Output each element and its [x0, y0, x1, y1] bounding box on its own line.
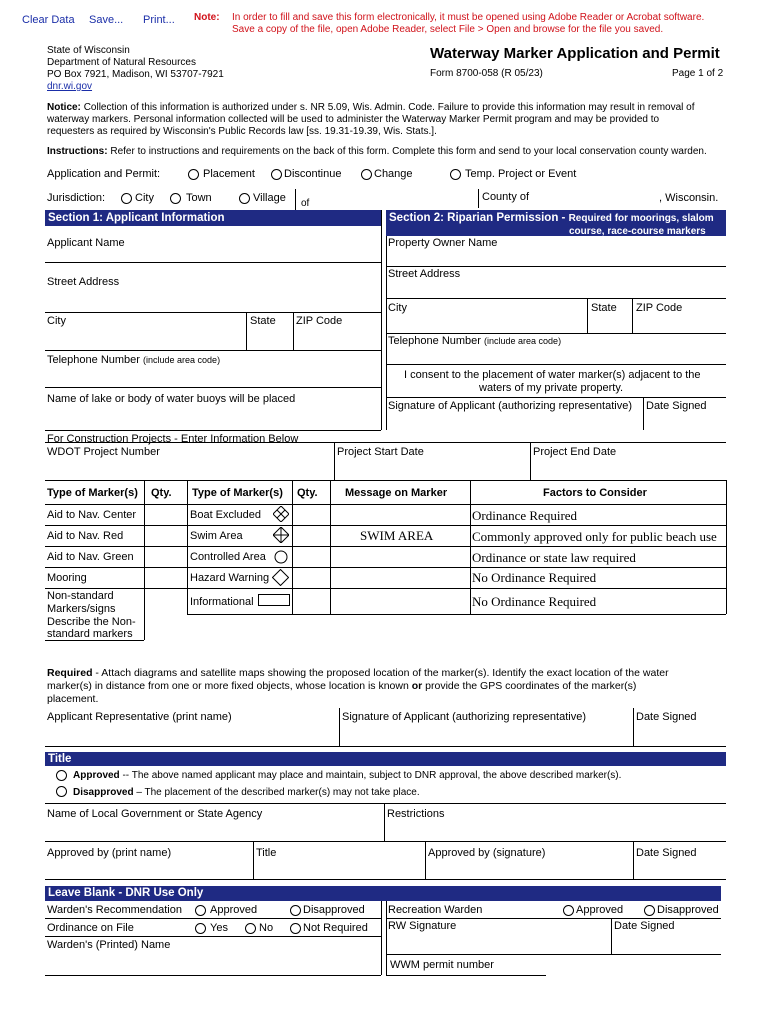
s1-city-label: City [47, 315, 66, 327]
s1-street-label: Street Address [47, 276, 120, 288]
wwm-permit-label: WWM permit number [390, 959, 494, 971]
required-or: or [411, 680, 423, 692]
boat-excluded-label: Boat Excluded [190, 509, 261, 521]
controlled-area-circle-icon [274, 550, 288, 564]
factor-boat-excluded: Ordinance Required [472, 508, 578, 523]
required-text2b: provide the GPS coordinates of the marker(s) [422, 680, 637, 692]
nonstandard-line4: standard markers [47, 628, 133, 640]
swim-area-diamond-cross-icon [273, 527, 289, 543]
factor-swim-area: Commonly approved only for public beach use [472, 529, 717, 544]
s2-street-label: Street Address [388, 268, 461, 280]
hazard-warning-label: Hazard Warning [190, 572, 270, 584]
instructions-text: Refer to instructions and requirements on the back of this form. Complete this form and send to your local conservation county warden. [110, 146, 707, 157]
aid-nav-green-label: Aid to Nav. Green [47, 551, 134, 563]
aid-nav-red-label: Aid to Nav. Red [47, 530, 124, 542]
discontinue-label: Discontinue [284, 168, 342, 180]
s1-state-label: State [250, 315, 276, 327]
rec-approved-radio[interactable] [563, 905, 574, 916]
dnr-use-header: Leave Blank - DNR Use Only [45, 886, 721, 901]
village-label: Village [253, 192, 286, 204]
rep-date-label: Date Signed [636, 711, 697, 723]
approved-by-print-label: Approved by (print name) [47, 847, 172, 859]
section1-header: Section 1: Applicant Information [45, 210, 381, 226]
s1-zip-label: ZIP Code [296, 315, 343, 327]
applicant-name-label: Applicant Name [47, 237, 125, 249]
swim-area-message: SWIM AREA [360, 528, 434, 543]
instructions-label: Instructions: [47, 146, 108, 157]
notice-text3: requesters as required by Wisconsin's Public Records law [ss. 19.31-19.39, Wis. Stats.]. [47, 126, 437, 137]
change-radio[interactable] [361, 169, 372, 180]
section2-header: Section 2: Riparian Permission - Required for moorings, slalom course, race-course markers [386, 210, 726, 236]
notice-text1: Collection of this information is authorized under s. NR 5.09, Wis. Admin. Code. Failure to provide this information may result in removal of [83, 102, 695, 113]
discontinue-radio[interactable] [271, 169, 282, 180]
section3-header: Title [45, 752, 726, 766]
rec-warden-label: Recreation Warden [388, 904, 483, 916]
qty-header-1: Qty. [151, 487, 172, 499]
ordinance-not-required-radio[interactable] [290, 923, 301, 934]
s1-phone-label: Telephone Number (include area code) [47, 354, 221, 366]
jurisdiction-label: Jurisdiction: [47, 192, 106, 204]
consent-line1: I consent to the placement of water marker(s) adjacent to the [404, 369, 701, 381]
change-label: Change [374, 168, 413, 180]
ordinance-no-radio[interactable] [245, 923, 256, 934]
town-label: Town [186, 192, 212, 204]
placement-radio[interactable] [188, 169, 199, 180]
town-radio[interactable] [170, 193, 181, 204]
form-number: Form 8700-058 (R 05/23) [430, 68, 543, 79]
controlled-area-label: Controlled Area [190, 551, 266, 563]
s2-city-label: City [388, 302, 407, 314]
warden-disapproved-radio[interactable] [290, 905, 301, 916]
lake-label: Name of lake or body of water buoys will be placed [47, 393, 296, 405]
city-radio[interactable] [121, 193, 132, 204]
marker-type-header-1: Type of Marker(s) [47, 487, 138, 499]
warden-name-label: Warden's (Printed) Name [47, 939, 171, 951]
agency-link[interactable]: dnr.wi.gov [47, 81, 93, 92]
swim-area-label: Swim Area [190, 530, 243, 542]
factor-hazard-warning: No Ordinance Required [472, 570, 597, 585]
project-end-label: Project End Date [533, 446, 617, 458]
owner-name-label: Property Owner Name [388, 237, 498, 249]
rec-disapproved-label: Disapproved [657, 904, 719, 916]
s2-signature-label: Signature of Applicant (authorizing representative) [388, 400, 632, 412]
message-header: Message on Marker [345, 487, 448, 499]
warden-disapproved-label: Disapproved [303, 904, 365, 916]
ordinance-no-label: No [259, 922, 274, 934]
rep-name-label: Applicant Representative (print name) [47, 711, 232, 723]
warden-approved-label: Approved [210, 904, 258, 916]
notice [47, 102, 737, 138]
temp-project-radio[interactable] [450, 169, 461, 180]
s3-approved-text: Approved -- The above named applicant may place and maintain, subject to DNR approval, the above described marker(s). [73, 770, 622, 781]
informational-label: Informational [190, 596, 254, 608]
ordinance-not-required-label: Not Required [303, 922, 368, 934]
city-label: City [135, 192, 154, 204]
page-number: Page 1 of 2 [672, 68, 724, 79]
restrictions-label: Restrictions [387, 808, 445, 820]
qty-header-2: Qty. [297, 487, 318, 499]
s3-title-label: Title [256, 847, 277, 859]
county-label: County of [482, 191, 530, 203]
required-text3: placement. [47, 693, 99, 705]
informational-rectangle-icon [258, 594, 290, 606]
hazard-warning-diamond-icon [272, 569, 289, 586]
of-label: of [301, 198, 310, 209]
rep-signature-label: Signature of Applicant (authorizing representative) [342, 711, 586, 723]
rec-approved-label: Approved [576, 904, 624, 916]
ordinance-yes-radio[interactable] [195, 923, 206, 934]
required-label: Required [47, 667, 93, 679]
nonstandard-line3: Describe the Non- [47, 616, 136, 628]
s3-disapproved-radio[interactable] [56, 786, 67, 797]
temp-project-label: Temp. Project or Event [465, 168, 577, 180]
boat-excluded-diamond-cross-icon [273, 506, 289, 522]
agency-address: PO Box 7921, Madison, WI 53707-7921 [47, 69, 224, 80]
notice-label: Notice: [47, 102, 81, 113]
rw-signature-label: RW Signature [388, 920, 457, 932]
s2-phone-label: Telephone Number (include area code) [388, 335, 562, 347]
nonstandard-line2: Markers/signs [47, 603, 116, 615]
factor-controlled-area: Ordinance or state law required [472, 550, 636, 565]
agency-dept: Department of Natural Resources [47, 57, 196, 68]
s3-date-label: Date Signed [636, 847, 697, 859]
instructions [47, 146, 747, 158]
notice-text2: waterway markers. Personal information collected will be used to administer the Waterway Marker Permit program and may be provided to [47, 114, 660, 125]
required-text1: - Attach diagrams and satellite maps showing the proposed location of the marker(s). Identify the exact location of the water [92, 667, 669, 679]
warden-approved-radio[interactable] [195, 905, 206, 916]
approved-by-signature-label: Approved by (signature) [428, 847, 546, 859]
placement-label: Placement [203, 168, 255, 180]
wdot-label: WDOT Project Number [47, 446, 160, 458]
mooring-label: Mooring [47, 572, 87, 584]
agency-name-label: Name of Local Government or State Agency [47, 808, 263, 820]
warden-rec-label: Warden's Recommendation [47, 904, 182, 916]
dnr-date-label: Date Signed [614, 920, 675, 932]
aid-nav-center-label: Aid to Nav. Center [47, 509, 137, 521]
construction-heading: For Construction Projects - Enter Information Below [47, 433, 299, 445]
ordinance-file-label: Ordinance on File [47, 922, 134, 934]
s3-approved-radio[interactable] [56, 770, 67, 781]
form-title: Waterway Marker Application and Permit [430, 45, 720, 62]
required-text2a: marker(s) in distance from one or more fixed objects, whose location is known [47, 680, 412, 692]
note-line1: In order to fill and save this form electronically, it must be opened using Adobe Reader or Acrobat software. [232, 12, 705, 23]
print-button[interactable]: Print... [143, 14, 175, 26]
wisconsin-label: , Wisconsin. [659, 192, 719, 204]
project-start-label: Project Start Date [337, 446, 424, 458]
s2-state-label: State [591, 302, 617, 314]
ordinance-yes-label: Yes [210, 922, 228, 934]
save-button[interactable]: Save... [89, 14, 124, 26]
s2-zip-label: ZIP Code [636, 302, 683, 314]
required-paragraph [47, 667, 737, 706]
s2-date-label: Date Signed [646, 400, 707, 412]
agency-state: State of Wisconsin [47, 45, 130, 56]
application-label: Application and Permit: [47, 168, 161, 180]
consent-line2: waters of my private property. [479, 382, 624, 394]
rec-disapproved-radio[interactable] [644, 905, 655, 916]
factors-header: Factors to Consider [543, 487, 647, 499]
marker-type-header-2: Type of Marker(s) [192, 487, 283, 499]
nonstandard-line1: Non-standard [47, 590, 114, 602]
note-line2: Save a copy of the file, open Adobe Reader, select File > Open and browse for the file you saved. [232, 24, 664, 35]
factor-informational: No Ordinance Required [472, 594, 597, 609]
village-radio[interactable] [239, 193, 250, 204]
s3-disapproved-text: Disapproved – The placement of the described marker(s) may not take place. [73, 787, 420, 798]
note-label: Note: [194, 12, 220, 23]
clear-data-button[interactable]: Clear Data [22, 14, 75, 26]
